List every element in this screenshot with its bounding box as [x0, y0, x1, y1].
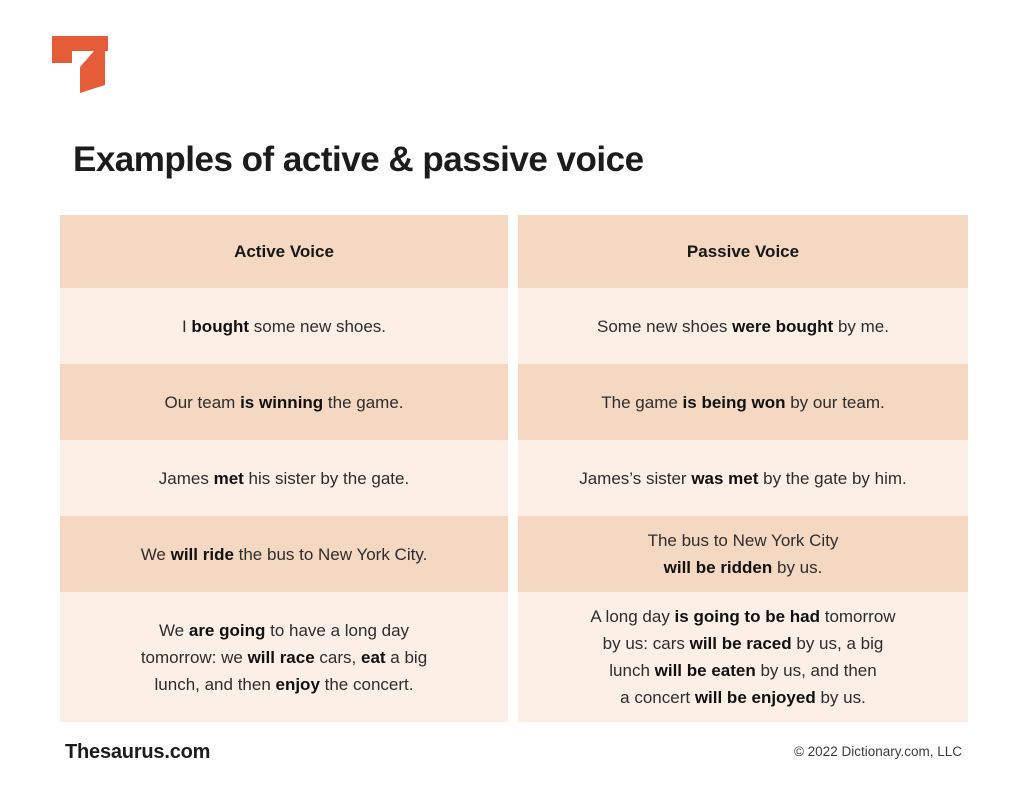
table-cell-passive: [518, 592, 968, 722]
table-cell-active: [60, 592, 508, 722]
column-header-active-voice: Active Voice: [60, 215, 508, 288]
sentence-text: James met his sister by the gate.: [158, 468, 410, 488]
sentence-text: The bus to New York City will be ridden by us.: [647, 531, 839, 577]
table-cell-active: [60, 516, 508, 592]
sentence-text: A long day is going to be had tomorrow by us: cars will be raced by us, a big lunch will be eaten by us, and then a concert will be enjoyed by us.: [590, 607, 896, 707]
table-cell-passive: [518, 440, 968, 516]
table-cell-passive: [518, 364, 968, 440]
table-cell-active: [60, 440, 508, 516]
table-cell-active: [60, 364, 508, 440]
sentence-text: We are going to have a long day tomorrow: we will race cars, eat a big lunch, and then enjoy the concert.: [140, 620, 428, 694]
sentence-text: I bought some new shoes.: [181, 316, 387, 336]
table-cell-passive: [518, 516, 968, 592]
table-cell-passive: [518, 288, 968, 364]
sentence-text: Some new shoes were bought by me.: [597, 316, 889, 336]
copyright-notice: © 2022 Dictionary.com, LLC: [793, 744, 962, 759]
active-passive-table: [60, 215, 968, 722]
page-title: Examples of active & passive voice: [73, 140, 644, 179]
sentence-text: We will ride the bus to New York City.: [140, 544, 428, 564]
footer-brand: Thesaurus.com: [65, 741, 211, 763]
sentence-text: Our team is winning the game.: [164, 392, 404, 412]
sentence-text: The game is being won by our team.: [601, 392, 885, 412]
table-cell-active: [60, 288, 508, 364]
thesaurus-t-logo-icon: [52, 36, 108, 96]
column-header-passive-voice: Passive Voice: [518, 215, 968, 288]
sentence-text: James’s sister was met by the gate by him.: [579, 468, 907, 488]
